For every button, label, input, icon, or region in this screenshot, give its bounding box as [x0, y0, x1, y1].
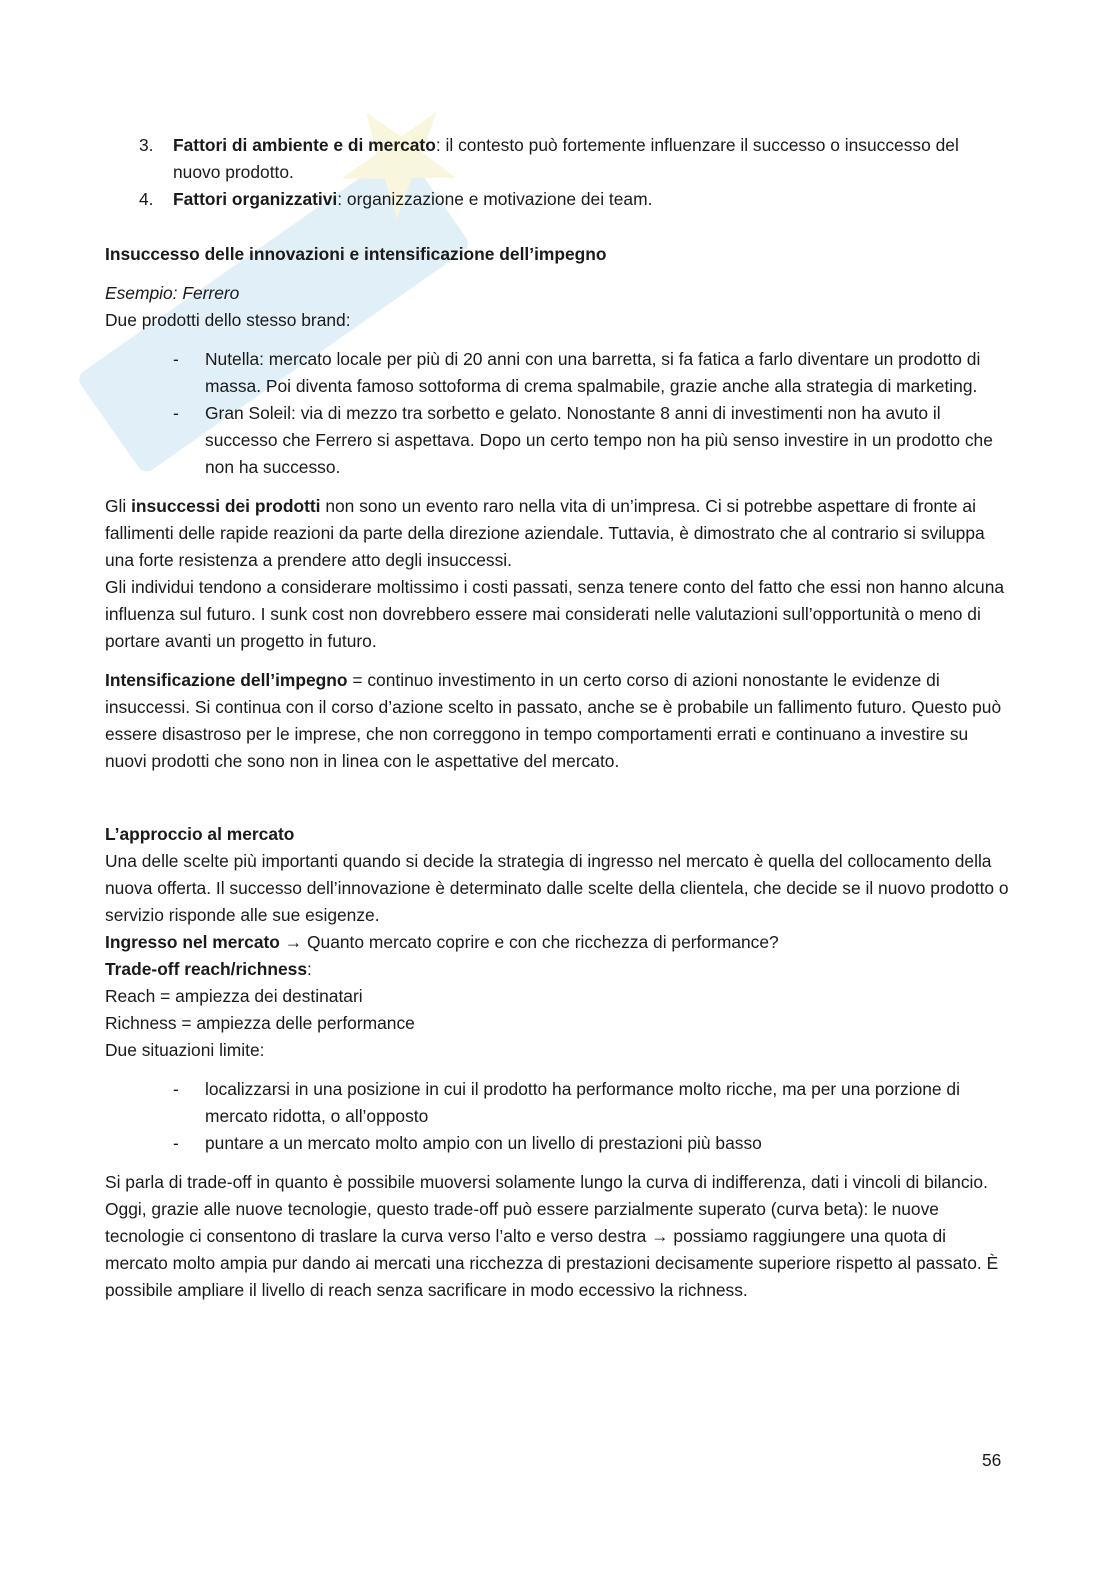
- bold-term: insuccessi dei prodotti: [131, 496, 321, 516]
- list-item-bold: Fattori di ambiente e di mercato: [173, 135, 436, 155]
- arrow-icon: →: [651, 1226, 669, 1246]
- bullet-dash: -: [173, 403, 179, 423]
- list-item: [105, 186, 1010, 213]
- text-run: Oggi, grazie alle nuove tecnologie, questo trade-off può essere parzialmente superato (curva beta): le nuove tecnologie ci consentono di traslare la curva verso l’alto e verso destra: [105, 1199, 939, 1246]
- paragraph: Reach = ampiezza dei destinatari: [105, 986, 363, 1006]
- bullet-dash: -: [173, 1133, 179, 1153]
- list-item-text: Gran Soleil: via di mezzo tra sorbetto e gelato. Nonostante 8 anni di investimenti non ha avuto il successo che Ferrero si aspettava. Dopo un certo tempo non ha più senso investire in un prodotto che non ha successo.: [205, 403, 993, 477]
- bold-term: Intensificazione dell’impegno: [105, 670, 348, 690]
- list-item-bold: Fattori organizzativi: [173, 189, 338, 209]
- bold-term: Trade-off reach/richness: [105, 959, 307, 979]
- paragraph: Richness = ampiezza delle performance: [105, 1013, 415, 1033]
- list-item-text: : organizzazione e motivazione dei team.: [337, 189, 653, 209]
- page-number: 56: [982, 1450, 1002, 1470]
- list-item-text: : il contesto può fortemente influenzare il successo o insuccesso del nuovo prodotto.: [173, 135, 959, 182]
- bullet-dash: -: [173, 1079, 179, 1099]
- products-list: [105, 346, 1010, 481]
- limits-list: [105, 1076, 1010, 1157]
- list-item-text: localizzarsi in una posizione in cui il prodotto ha performance molto ricche, ma per una porzione di mercato ridotta, o all’opposto: [205, 1079, 960, 1126]
- list-number: 4.: [139, 189, 154, 209]
- text-run: :: [307, 959, 312, 979]
- paragraph: [105, 956, 1010, 983]
- list-item: [105, 132, 1010, 186]
- paragraph: Gli individui tendono a considerare moltissimo i costi passati, senza tenere conto del fatto che essi non hanno alcuna influenza sul futuro. I sunk cost non dovrebbero essere mai considerati nelle valutazioni sull’opportunità o meno di portare avanti un progetto in futuro.: [105, 577, 1005, 651]
- factors-list: [105, 132, 1010, 213]
- text-run: = continuo investimento in un certo corso di azioni nonostante le evidenze di insuccessi. Si continua con il corso d’azione scelto in passato, anche se è probabile un fallimento futuro. Questo può essere disastroso per le imprese, che non correggono in tempo comportamenti errati e continuano a investire su nuovi prodotti che sono non in linea con le aspettative del mercato.: [105, 670, 1002, 771]
- text-run: Gli: [105, 496, 132, 516]
- list-item: [105, 346, 1010, 400]
- section-heading: L’approccio al mercato: [105, 824, 295, 844]
- paragraph: [105, 1196, 1010, 1304]
- list-item: [105, 1130, 1010, 1157]
- list-item-text: Nutella: mercato locale per più di 20 anni con una barretta, si fa fatica a farlo diventare un prodotto di massa. Poi diventa famoso sottoforma di crema spalmabile, grazie anche alla strategia di marketing.: [205, 349, 981, 396]
- example-label: Esempio: Ferrero: [105, 283, 240, 303]
- text-run: possiamo raggiungere una quota di mercato molto ampia pur dando ai mercati una ricchezza di prestazioni decisamente superiore rispetto al passato. È possibile ampliare il livello di reach senza sacrificare in modo eccessivo la richness.: [105, 1226, 999, 1300]
- paragraph: Due prodotti dello stesso brand:: [105, 310, 351, 330]
- paragraph: Si parla di trade-off in quanto è possibile muoversi solamente lungo la curva di indifferenza, dati i vincoli di bilancio.: [105, 1172, 988, 1192]
- text-run: Quanto mercato coprire e con che ricchezza di performance?: [302, 932, 779, 952]
- bold-term: Ingresso nel mercato: [105, 932, 280, 952]
- paragraph: [105, 929, 1010, 956]
- bullet-dash: -: [173, 349, 179, 369]
- list-number: 3.: [139, 135, 154, 155]
- paragraph: [105, 667, 1010, 775]
- list-item-text: puntare a un mercato molto ampio con un livello di prestazioni più basso: [205, 1133, 762, 1153]
- text-run: non sono un evento raro nella vita di un’impresa. Ci si potrebbe aspettare di fronte ai fallimenti delle rapide reazioni da parte della direzione aziendale. Tuttavia, è dimostrato che al contrario si sviluppa una forte resistenza a prendere atto degli insuccessi.: [105, 496, 985, 570]
- paragraph: Una delle scelte più importanti quando si decide la strategia di ingresso nel mercato è quella del collocamento della nuova offerta. Il successo dell’innovazione è determinato dalle scelte della clientela, che decide se il nuovo prodotto o servizio risponde alle sue esigenze.: [105, 851, 1009, 925]
- arrow-icon: →: [284, 932, 303, 952]
- list-item: [105, 400, 1010, 481]
- list-item: [105, 1076, 1010, 1130]
- page-content: [105, 132, 1010, 1304]
- section-heading: Insuccesso delle innovazioni e intensificazione dell’impegno: [105, 244, 607, 264]
- paragraph: [105, 493, 1010, 574]
- paragraph: Due situazioni limite:: [105, 1040, 265, 1060]
